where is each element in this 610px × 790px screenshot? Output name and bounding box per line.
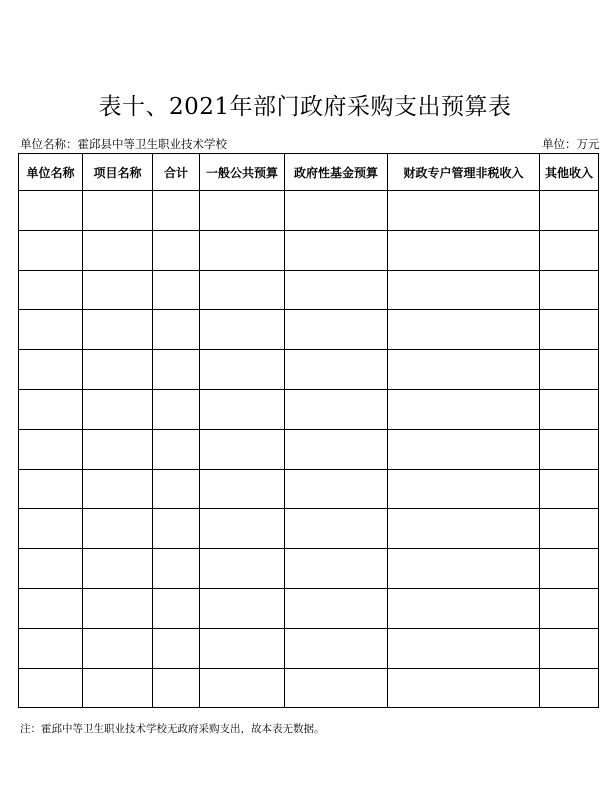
table-cell [83,469,153,509]
table-cell [285,588,388,628]
table-cell [200,429,285,469]
table-cell [285,230,388,270]
table-cell [388,230,540,270]
table-cell [285,191,388,231]
table-cell [388,191,540,231]
table-cell [19,429,83,469]
table-cell [200,549,285,589]
table-cell [19,191,83,231]
table-cell [388,350,540,390]
table-cell [200,509,285,549]
table-cell [153,588,200,628]
table-cell [285,469,388,509]
table-cell [200,389,285,429]
column-header: 政府性基金预算 [285,154,388,191]
column-header: 财政专户管理非税收入 [388,154,540,191]
table-cell [153,469,200,509]
column-header: 单位名称 [19,154,83,191]
table-cell [388,270,540,310]
table-cell [19,509,83,549]
table-cell [83,191,153,231]
table-cell [153,549,200,589]
table-cell [540,588,599,628]
table-row [19,429,599,469]
table-cell [388,668,540,708]
table-cell [83,230,153,270]
table-row [19,588,599,628]
table-cell [388,588,540,628]
table-cell [153,191,200,231]
table-row [19,350,599,390]
table-cell [540,469,599,509]
page-title: 表十、2021年部门政府采购支出预算表 [98,94,512,120]
column-header: 项目名称 [83,154,153,191]
table-cell [285,310,388,350]
table-cell [153,509,200,549]
table-cell [285,389,388,429]
table-row [19,469,599,509]
table-cell [153,270,200,310]
table-cell [83,668,153,708]
table-cell [285,270,388,310]
table-cell [540,230,599,270]
table-cell [540,270,599,310]
table-cell [83,588,153,628]
table-cell [540,350,599,390]
table-cell [540,310,599,350]
table-cell [83,270,153,310]
table-cell [19,549,83,589]
table-cell [388,509,540,549]
table-cell [200,270,285,310]
table-cell [83,350,153,390]
table-cell [200,191,285,231]
table-cell [540,389,599,429]
footnote: 注：霍邱中等卫生职业技术学校无政府采购支出，故本表无数据。 [20,723,325,735]
table-cell [540,549,599,589]
table-cell [285,668,388,708]
table-cell [200,469,285,509]
unit-label: 单位：万元 [542,137,600,151]
table-cell [153,350,200,390]
table-cell [200,668,285,708]
table-cell [83,389,153,429]
table-cell [19,668,83,708]
table-row [19,549,599,589]
table-cell [83,509,153,549]
table-cell [83,549,153,589]
table-row [19,270,599,310]
column-header: 合计 [153,154,200,191]
table-cell [83,429,153,469]
table-cell [200,310,285,350]
table-cell [153,628,200,668]
table-cell [83,628,153,668]
table-cell [285,628,388,668]
table-cell [83,310,153,350]
table-cell [153,230,200,270]
table-cell [540,668,599,708]
table-cell [19,469,83,509]
table-cell [388,549,540,589]
table-row [19,230,599,270]
table-cell [285,549,388,589]
table-cell [200,628,285,668]
table-cell [19,310,83,350]
table-row [19,628,599,668]
table-row [19,509,599,549]
procurement-table [18,153,599,708]
table-cell [153,429,200,469]
table-row [19,668,599,708]
table-cell [388,469,540,509]
table-cell [200,588,285,628]
table-cell [540,509,599,549]
table-cell [285,429,388,469]
table-cell [388,429,540,469]
table-cell [19,588,83,628]
table-cell [19,230,83,270]
table-cell [19,389,83,429]
table-cell [388,389,540,429]
table-cell [153,668,200,708]
table-cell [388,628,540,668]
table-cell [153,310,200,350]
table-cell [19,270,83,310]
table-cell [153,389,200,429]
table-cell [285,509,388,549]
table-row [19,191,599,231]
table-cell [540,191,599,231]
table-cell [200,230,285,270]
column-header: 一般公共预算 [200,154,285,191]
table-row [19,389,599,429]
unit-name: 单位名称：霍邱县中等卫生职业技术学校 [20,137,227,151]
table-cell [285,350,388,390]
table-cell [19,628,83,668]
table-cell [19,350,83,390]
table-row [19,310,599,350]
table-cell [388,310,540,350]
column-header: 其他收入 [540,154,599,191]
table-cell [540,628,599,668]
table-cell [200,350,285,390]
table-cell [540,429,599,469]
header-row [19,154,599,191]
